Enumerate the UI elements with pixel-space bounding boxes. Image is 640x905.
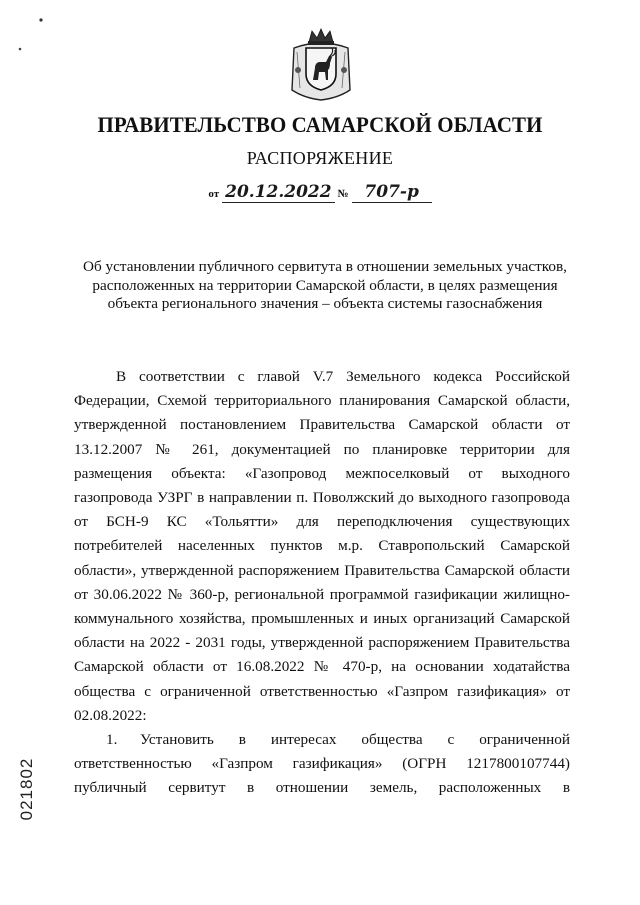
document-type: РАСПОРЯЖЕНИЕ	[246, 148, 394, 168]
date-prefix: от	[208, 188, 220, 200]
organization-title: ПРАВИТЕЛЬСТВО САМАРСКОЙ ОБЛАСТИ	[97, 112, 543, 137]
item-text: Установить в интересах общества с ограниченной ответственностью «Газпром газификация» (ОГРН 1217800107744) публичный сервитут в отношении земель, расположенных в	[74, 731, 570, 797]
number-prefix: №	[337, 188, 349, 200]
body-paragraph: В соответствии с главой V.7 Земельного кодекса Российской Федерации, Схемой территориального планирования Самарской области, утвержденной постановлением Правительства Самарской области от 13.12.2007 № 261, документацией по планировке территории для размещения объекта: «Газопровод межпоселковый от выходного газопровода УЗРГ в направлении п. Поволжский до выходного газопровода от БСН-9 КС «Тольятти» для переподключения существующих потребителей населенных пунктов м.р. Ставропольский Самарской области», утвержденной распоряжением Правительства Самарской области от 30.06.2022 № 360-р, региональной программой газификации жилищно-коммунального хозяйства, промышленных и иных организаций Самарской области на 2022 - 2031 годы, утвержденной распоряжением Правительства Самарской области от 16.08.2022 № 470-р, на основании ходатайства общества с ограниченной ответственностью «Газпром газификация» от 02.08.2022:	[74, 368, 570, 724]
scan-speck	[17, 39, 23, 45]
date-number-line	[0, 182, 640, 206]
list-item	[74, 728, 570, 801]
margin-registration-number: 021802	[17, 757, 36, 821]
handwritten-date: 20.12.2022	[222, 182, 334, 203]
scan-speck	[38, 10, 44, 16]
document-subject: Об установлении публичного сервитута в отношении земельных участков, расположенных на территории Самарской области, в целях размещения объекта регионального значения – объекта системы газоснабжения	[83, 258, 567, 312]
document-body	[74, 365, 570, 801]
item-number: 1.	[106, 731, 118, 749]
handwritten-number: 707-р	[352, 182, 432, 203]
coat-of-arms-emblem	[288, 28, 354, 102]
